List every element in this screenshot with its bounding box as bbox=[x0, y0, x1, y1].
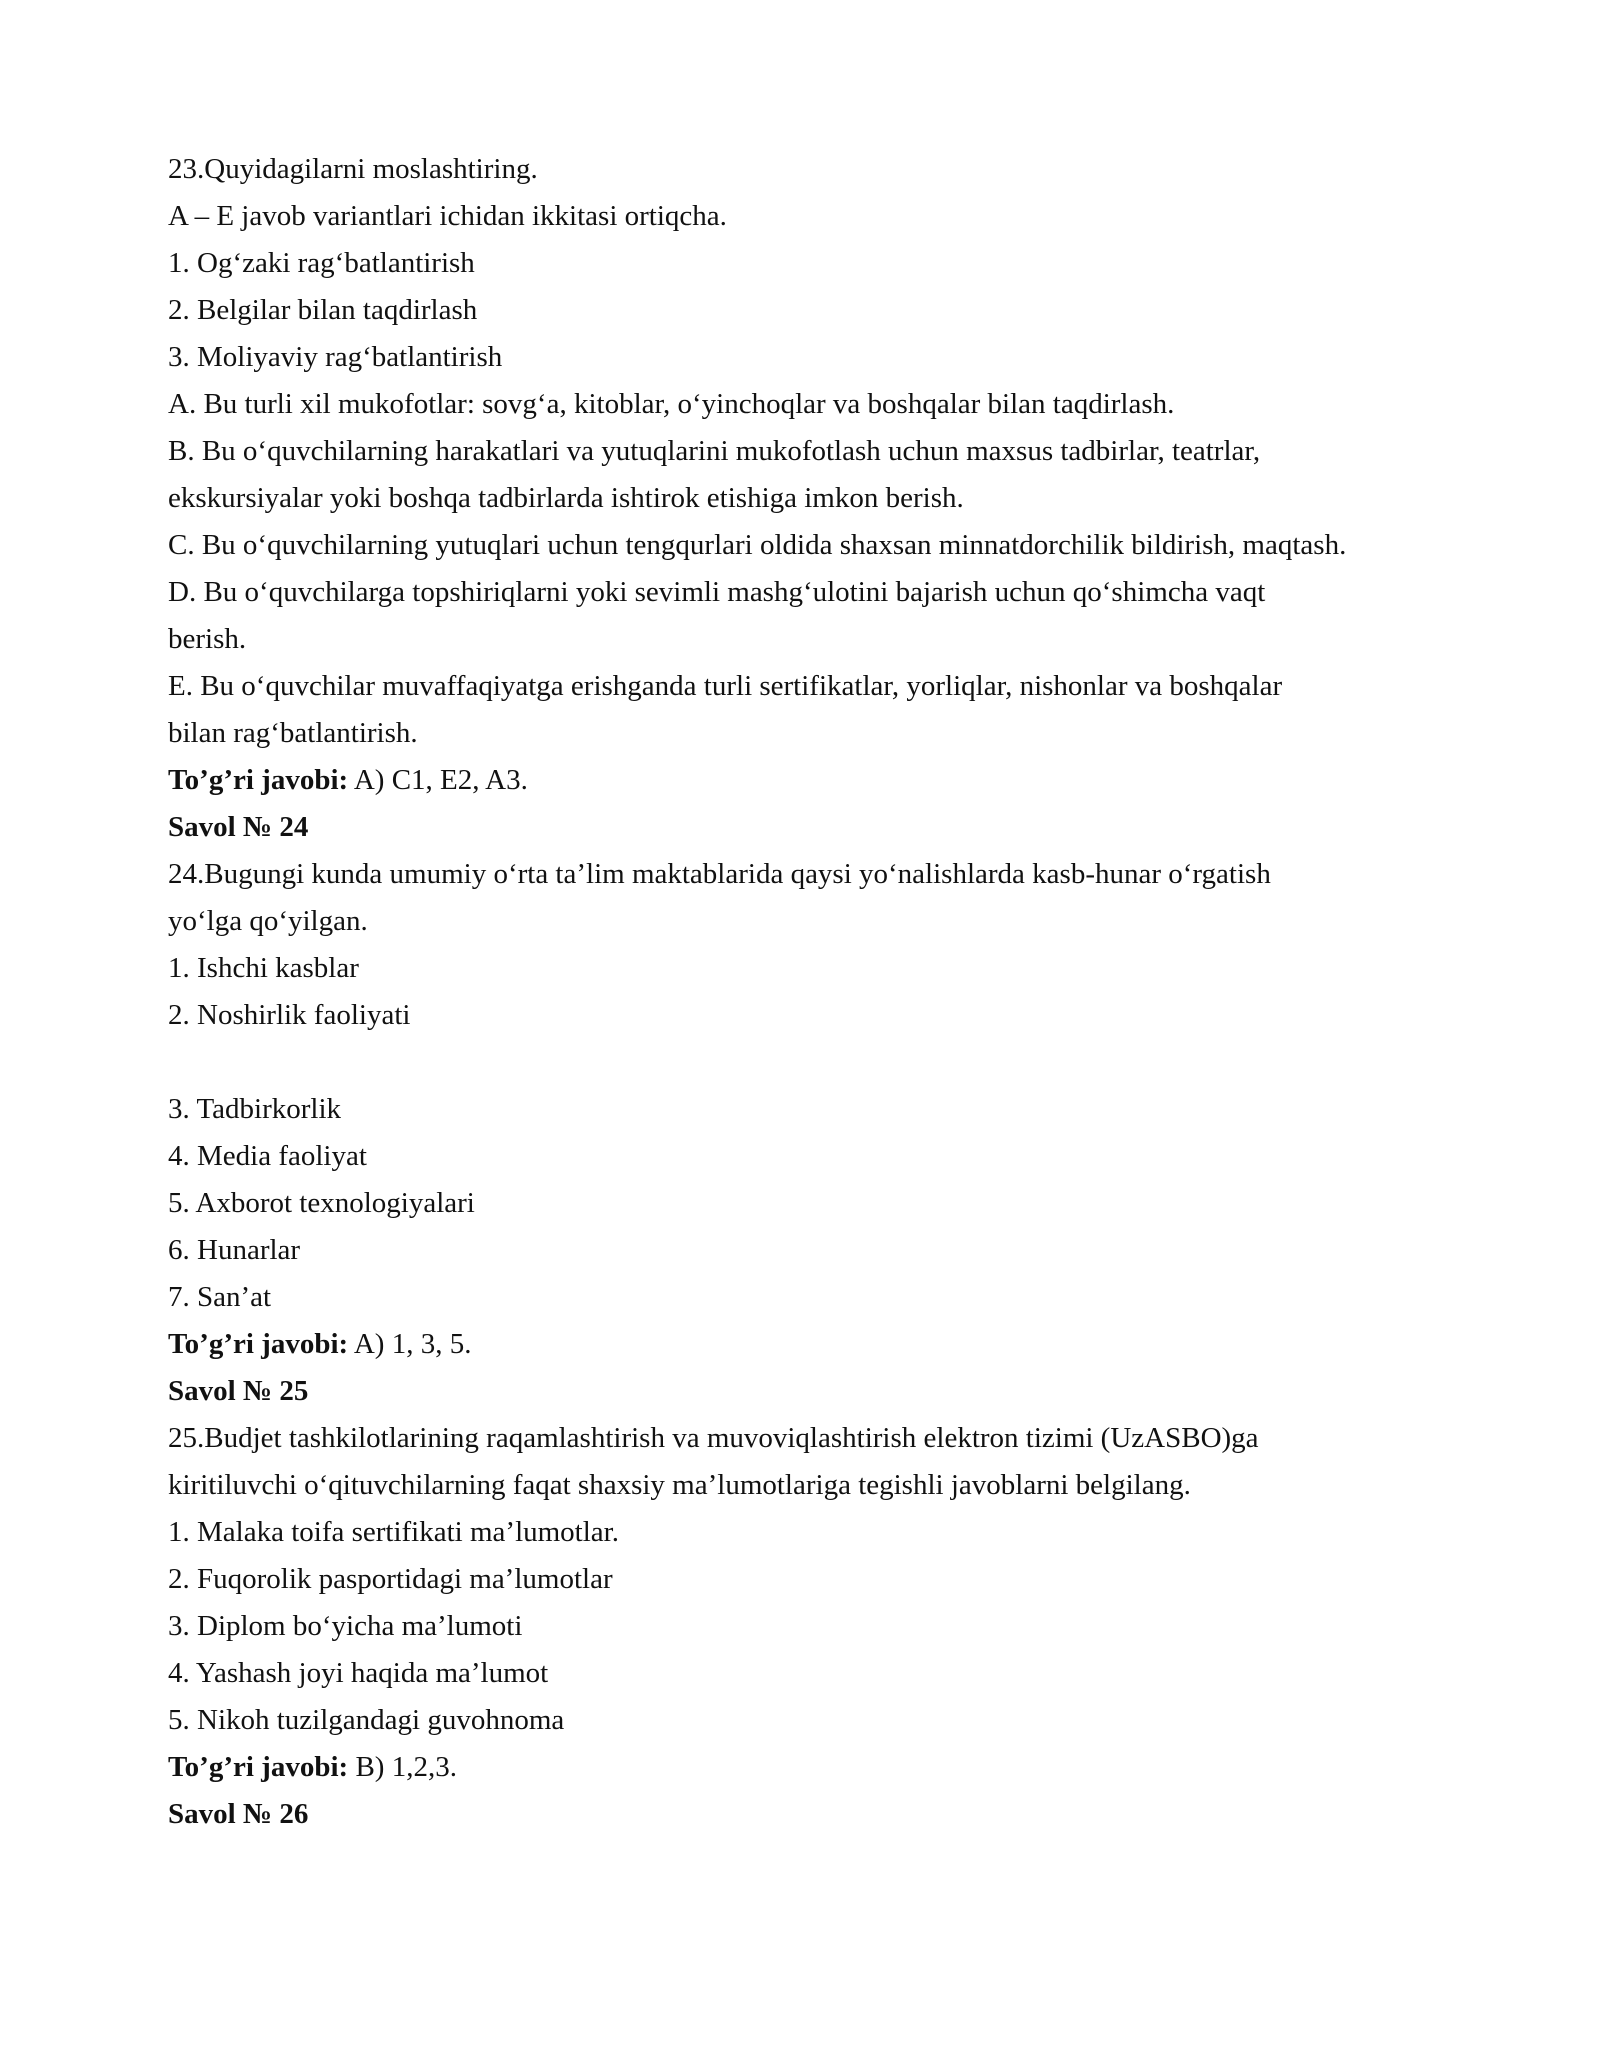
question-26-heading: Savol № 26 bbox=[168, 1798, 309, 1830]
question-23-option-d-line-1: D. Bu o‘quvchilarga topshiriqlarni yoki sevimli mashg‘ulotini bajarish uchun qo‘shimcha vaqt bbox=[168, 576, 1266, 608]
question-24-item-2: 2. Noshirlik faoliyati bbox=[168, 999, 411, 1031]
question-25-title-line-2: kiritiluvchi o‘qituvchilarning faqat shaxsiy ma’lumotlariga tegishli javoblarni belgilang. bbox=[168, 1469, 1191, 1501]
question-25-answer bbox=[168, 1744, 1468, 1791]
question-25-item-4: 4. Yashash joyi haqida ma’lumot bbox=[168, 1657, 549, 1689]
question-23-item-3: 3. Moliyaviy rag‘batlantirish bbox=[168, 341, 503, 373]
question-25-item-5: 5. Nikoh tuzilgandagi guvohnoma bbox=[168, 1704, 565, 1736]
question-24-item-5: 5. Axborot texnologiyalari bbox=[168, 1187, 475, 1219]
question-23-option-b-line-1: B. Bu o‘quvchilarning harakatlari va yutuqlarini mukofotlash uchun maxsus tadbirlar, teatrlar, bbox=[168, 435, 1261, 467]
question-23-item-1: 1. Og‘zaki rag‘batlantirish bbox=[168, 247, 475, 279]
question-25-heading: Savol № 25 bbox=[168, 1375, 309, 1407]
question-24-item-3: 3. Tadbirkorlik bbox=[168, 1093, 342, 1125]
question-24-item-6: 6. Hunarlar bbox=[168, 1234, 301, 1266]
question-23-option-a: A. Bu turli xil mukofotlar: sovg‘a, kitoblar, o‘yinchoqlar va boshqalar bilan taqdirlash. bbox=[168, 388, 1175, 420]
blank-line bbox=[168, 1039, 1468, 1086]
question-24-heading: Savol № 24 bbox=[168, 811, 309, 843]
question-23-instruction: A – E javob variantlari ichidan ikkitasi ortiqcha. bbox=[168, 200, 727, 232]
answer-value: A) 1, 3, 5. bbox=[348, 1328, 472, 1360]
question-23-option-b-line-2: ekskursiyalar yoki boshqa tadbirlarda ishtirok etishiga imkon berish. bbox=[168, 482, 964, 514]
answer-value: A) C1, E2, A3. bbox=[348, 764, 528, 796]
question-24-item-4: 4. Media faoliyat bbox=[168, 1140, 367, 1172]
question-23-option-e-line-2: bilan rag‘batlantirish. bbox=[168, 717, 418, 749]
question-25-item-1: 1. Malaka toifa sertifikati ma’lumotlar. bbox=[168, 1516, 619, 1548]
question-23-item-2: 2. Belgilar bilan taqdirlash bbox=[168, 294, 478, 326]
question-24-item-1: 1. Ishchi kasblar bbox=[168, 952, 359, 984]
question-24-item-7: 7. San’at bbox=[168, 1281, 272, 1313]
question-23-option-d-line-2: berish. bbox=[168, 623, 247, 655]
question-25-title-line-1: 25.Budjet tashkilotlarining raqamlashtirish va muvoviqlashtirish elektron tizimi (UzASBO)ga bbox=[168, 1422, 1259, 1454]
question-25-item-3: 3. Diplom bo‘yicha ma’lumoti bbox=[168, 1610, 523, 1642]
question-24-answer bbox=[168, 1321, 1468, 1368]
question-23-option-e-line-1: E. Bu o‘quvchilar muvaffaqiyatga erishganda turli sertifikatlar, yorliqlar, nishonlar va boshqalar bbox=[168, 670, 1283, 702]
question-23-answer bbox=[168, 757, 1468, 804]
answer-label: To’g’ri javobi: bbox=[168, 764, 349, 796]
question-23-title: 23.Quyidagilarni moslashtiring. bbox=[168, 153, 538, 185]
question-23-option-c: C. Bu o‘quvchilarning yutuqlari uchun tengqurlari oldida shaxsan minnatdorchilik bildirish, maqtash. bbox=[168, 529, 1347, 561]
answer-label: To’g’ri javobi: bbox=[168, 1328, 349, 1360]
answer-label: To’g’ri javobi: bbox=[168, 1751, 349, 1783]
question-24-title-line-1: 24.Bugungi kunda umumiy o‘rta ta’lim maktablarida qaysi yo‘nalishlarda kasb-hunar o‘rgatish bbox=[168, 858, 1271, 890]
question-24-title-line-2: yo‘lga qo‘yilgan. bbox=[168, 905, 368, 937]
answer-value: B) 1,2,3. bbox=[348, 1751, 457, 1783]
page-content bbox=[168, 146, 1468, 1838]
question-25-item-2: 2. Fuqorolik pasportidagi ma’lumotlar bbox=[168, 1563, 613, 1595]
